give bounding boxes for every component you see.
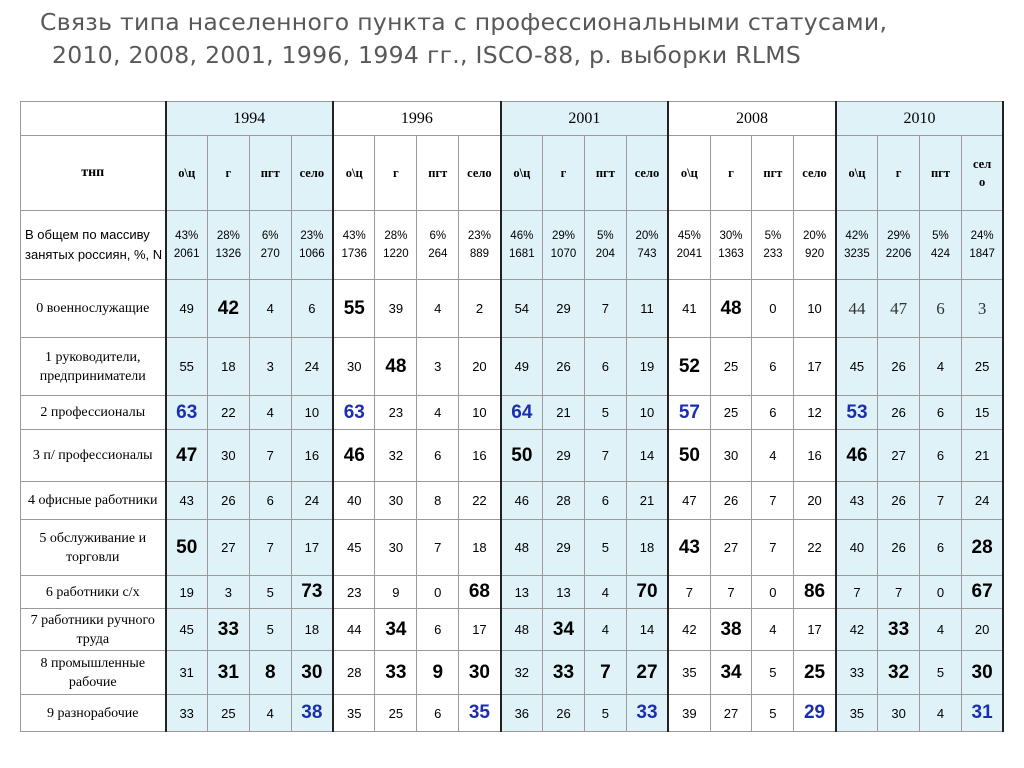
totals-cell: 6% 264 — [417, 211, 459, 280]
table-cell: 12 — [794, 396, 836, 430]
table-cell: 55 — [166, 338, 208, 396]
table-cell: 53 — [836, 396, 878, 430]
table-cell: 29 — [543, 520, 585, 576]
header-corner — [21, 102, 166, 136]
subcol-header: о\ц — [836, 136, 878, 211]
table-cell: 70 — [626, 576, 668, 609]
totals-cell: 45% 2041 — [668, 211, 710, 280]
table-cell: 40 — [836, 520, 878, 576]
totals-cell: 6% 270 — [249, 211, 291, 280]
table-cell: 28 — [543, 482, 585, 520]
totals-cell: 28% 1220 — [375, 211, 417, 280]
subcol-header: о\ц — [166, 136, 208, 211]
table-cell: 55 — [333, 280, 375, 338]
table-cell: 4 — [752, 430, 794, 482]
totals-cell: 5% 204 — [584, 211, 626, 280]
table-cell: 4 — [584, 609, 626, 651]
table-cell: 48 — [501, 609, 543, 651]
table-cell: 21 — [961, 430, 1003, 482]
totals-cell: 20% 920 — [794, 211, 836, 280]
table-cell: 13 — [543, 576, 585, 609]
table-cell: 24 — [291, 482, 333, 520]
table-cell: 30 — [375, 520, 417, 576]
table-cell: 4 — [920, 695, 962, 732]
table-cell: 4 — [249, 695, 291, 732]
table-cell: 27 — [710, 695, 752, 732]
table-cell: 26 — [878, 520, 920, 576]
table-cell: 8 — [417, 482, 459, 520]
table-cell: 18 — [459, 520, 501, 576]
table-cell: 26 — [207, 482, 249, 520]
table-cell: 3 — [417, 338, 459, 396]
table-cell: 18 — [207, 338, 249, 396]
table-cell: 27 — [878, 430, 920, 482]
table-cell: 19 — [626, 338, 668, 396]
table-cell: 48 — [375, 338, 417, 396]
table-cell: 38 — [291, 695, 333, 732]
table-cell: 16 — [794, 430, 836, 482]
table-cell: 7 — [878, 576, 920, 609]
table-cell: 7 — [417, 520, 459, 576]
table-cell: 41 — [668, 280, 710, 338]
table-cell: 43 — [836, 482, 878, 520]
table-cell: 35 — [459, 695, 501, 732]
table-cell: 45 — [166, 609, 208, 651]
totals-cell: 23% 1066 — [291, 211, 333, 280]
table-cell: 21 — [626, 482, 668, 520]
table-cell: 18 — [291, 609, 333, 651]
table-cell: 18 — [626, 520, 668, 576]
table-cell: 20 — [794, 482, 836, 520]
table-cell: 25 — [710, 338, 752, 396]
table-cell: 4 — [417, 396, 459, 430]
table-cell: 14 — [626, 430, 668, 482]
table-cell: 6 — [752, 338, 794, 396]
table-cell: 31 — [166, 651, 208, 695]
table-cell: 31 — [207, 651, 249, 695]
table-cell: 50 — [668, 430, 710, 482]
subcol-header: пгт — [249, 136, 291, 211]
table-cell: 32 — [375, 430, 417, 482]
table-cell: 6 — [417, 609, 459, 651]
table-cell: 4 — [249, 396, 291, 430]
table-cell: 4 — [249, 280, 291, 338]
table-cell: 21 — [543, 396, 585, 430]
table-cell: 34 — [543, 609, 585, 651]
table-cell: 26 — [878, 482, 920, 520]
table-cell: 30 — [291, 651, 333, 695]
totals-cell: 24% 1847 — [961, 211, 1003, 280]
table-cell: 30 — [333, 338, 375, 396]
table-cell: 8 — [249, 651, 291, 695]
table-cell: 3 — [249, 338, 291, 396]
table-cell: 33 — [626, 695, 668, 732]
table-cell: 26 — [543, 338, 585, 396]
table-cell: 49 — [166, 280, 208, 338]
row-label: 9 разнорабочие — [21, 695, 166, 732]
table-cell: 46 — [333, 430, 375, 482]
table-cell: 25 — [710, 396, 752, 430]
table-cell: 0 — [920, 576, 962, 609]
subcol-header: о\ц — [333, 136, 375, 211]
table-cell: 6 — [752, 396, 794, 430]
table-cell: 35 — [668, 651, 710, 695]
totals-cell: 23% 889 — [459, 211, 501, 280]
table-cell: 6 — [920, 520, 962, 576]
table-cell: 16 — [291, 430, 333, 482]
subcol-header: село — [459, 136, 501, 211]
table-cell: 28 — [961, 520, 1003, 576]
table-cell: 26 — [878, 338, 920, 396]
table-cell: 3 — [207, 576, 249, 609]
row-label: 0 военнослужащие — [21, 280, 166, 338]
table-cell: 34 — [375, 609, 417, 651]
title-line-2: 2010, 2008, 2001, 1996, 1994 гг., ISCO-88, р. выборки RLMS — [52, 41, 802, 69]
table-cell: 36 — [501, 695, 543, 732]
table-cell: 46 — [836, 430, 878, 482]
table-cell: 7 — [752, 482, 794, 520]
subcol-header: г — [543, 136, 585, 211]
table-cell: 33 — [878, 609, 920, 651]
subcol-header: г — [878, 136, 920, 211]
table-cell: 30 — [878, 695, 920, 732]
table-cell: 7 — [752, 520, 794, 576]
table-cell: 50 — [501, 430, 543, 482]
table-cell: 33 — [375, 651, 417, 695]
totals-cell: 5% 424 — [920, 211, 962, 280]
slide-title — [0, 6, 1024, 72]
table-cell: 6 — [920, 280, 962, 338]
row-label: 4 офисные работники — [21, 482, 166, 520]
table-cell: 30 — [961, 651, 1003, 695]
table-cell: 32 — [501, 651, 543, 695]
table-cell: 35 — [333, 695, 375, 732]
table-cell: 86 — [794, 576, 836, 609]
table-cell: 52 — [668, 338, 710, 396]
table-cell: 48 — [710, 280, 752, 338]
table-cell: 25 — [207, 695, 249, 732]
table-cell: 4 — [752, 609, 794, 651]
table-cell: 7 — [584, 430, 626, 482]
row-label: 7 работники ручного труда — [21, 609, 166, 651]
table-cell: 64 — [501, 396, 543, 430]
table-cell: 30 — [459, 651, 501, 695]
table-cell: 49 — [501, 338, 543, 396]
row-label: 5 обслуживание и торговли — [21, 520, 166, 576]
table-cell: 57 — [668, 396, 710, 430]
table-cell: 25 — [961, 338, 1003, 396]
table-cell: 3 — [961, 280, 1003, 338]
subcol-header: пгт — [417, 136, 459, 211]
row-label-header: тнп — [21, 136, 166, 211]
table-cell: 6 — [249, 482, 291, 520]
table-cell: 7 — [249, 520, 291, 576]
table-cell: 63 — [333, 396, 375, 430]
table-cell: 6 — [417, 430, 459, 482]
table-cell: 23 — [375, 396, 417, 430]
table-cell: 25 — [794, 651, 836, 695]
table-cell: 35 — [836, 695, 878, 732]
year-header-2010: 2010 — [836, 102, 1004, 136]
table-cell: 9 — [417, 651, 459, 695]
table-cell: 28 — [333, 651, 375, 695]
year-header-2001: 2001 — [501, 102, 669, 136]
table-cell: 27 — [626, 651, 668, 695]
totals-cell: 46% 1681 — [501, 211, 543, 280]
table-cell: 30 — [710, 430, 752, 482]
table-cell: 30 — [207, 430, 249, 482]
year-header-2008: 2008 — [668, 102, 836, 136]
subcol-header: село — [794, 136, 836, 211]
table-cell: 39 — [668, 695, 710, 732]
table-cell: 15 — [961, 396, 1003, 430]
subcol-header: г — [710, 136, 752, 211]
table-cell: 47 — [878, 280, 920, 338]
row-label: 1 руководители, предприниматели — [21, 338, 166, 396]
table-cell: 48 — [501, 520, 543, 576]
subcol-header: пгт — [584, 136, 626, 211]
table-cell: 6 — [291, 280, 333, 338]
table-cell: 43 — [166, 482, 208, 520]
table-cell: 42 — [207, 280, 249, 338]
table-cell: 7 — [836, 576, 878, 609]
row-label: 8 промышленные рабочие — [21, 651, 166, 695]
table-cell: 7 — [584, 280, 626, 338]
table-cell: 14 — [626, 609, 668, 651]
year-header-1994: 1994 — [166, 102, 334, 136]
table-cell: 47 — [668, 482, 710, 520]
totals-cell: 5% 233 — [752, 211, 794, 280]
table-cell: 17 — [459, 609, 501, 651]
totals-cell: 29% 1070 — [543, 211, 585, 280]
table-cell: 5 — [752, 651, 794, 695]
table-cell: 45 — [836, 338, 878, 396]
table-cell: 17 — [794, 609, 836, 651]
totals-cell: 42% 3235 — [836, 211, 878, 280]
table-cell: 5 — [584, 695, 626, 732]
table-cell: 22 — [794, 520, 836, 576]
table-cell: 22 — [207, 396, 249, 430]
table-cell: 4 — [584, 576, 626, 609]
table-cell: 26 — [710, 482, 752, 520]
table-cell: 43 — [668, 520, 710, 576]
table-cell: 25 — [375, 695, 417, 732]
table-cell: 29 — [794, 695, 836, 732]
table-cell: 23 — [333, 576, 375, 609]
table-cell: 7 — [710, 576, 752, 609]
table-cell: 34 — [710, 651, 752, 695]
row-label: 6 работники с/х — [21, 576, 166, 609]
title-line-1: Связь типа населенного пункта с профессиональными статусами, — [40, 8, 888, 36]
table-cell: 6 — [920, 430, 962, 482]
table-cell: 40 — [333, 482, 375, 520]
table-cell: 4 — [417, 280, 459, 338]
table-cell: 7 — [249, 430, 291, 482]
totals-cell: 30% 1363 — [710, 211, 752, 280]
table-cell: 10 — [626, 396, 668, 430]
table-cell: 63 — [166, 396, 208, 430]
table-cell: 0 — [752, 576, 794, 609]
table-cell: 27 — [207, 520, 249, 576]
subcol-header: о\ц — [501, 136, 543, 211]
table-cell: 7 — [668, 576, 710, 609]
table-cell: 6 — [417, 695, 459, 732]
table-cell: 5 — [249, 609, 291, 651]
table-cell: 0 — [752, 280, 794, 338]
table-cell: 29 — [543, 430, 585, 482]
table-cell: 16 — [459, 430, 501, 482]
subcol-header: пгт — [752, 136, 794, 211]
table-cell: 32 — [878, 651, 920, 695]
table-cell: 24 — [961, 482, 1003, 520]
subcol-header: г — [207, 136, 249, 211]
table-cell: 10 — [459, 396, 501, 430]
table-cell: 4 — [920, 338, 962, 396]
table-cell: 9 — [375, 576, 417, 609]
table-cell: 5 — [584, 520, 626, 576]
table-cell: 17 — [291, 520, 333, 576]
table-cell: 2 — [459, 280, 501, 338]
table-cell: 46 — [501, 482, 543, 520]
subcol-header: сел о — [961, 136, 1003, 211]
table-cell: 13 — [501, 576, 543, 609]
table-cell: 19 — [166, 576, 208, 609]
table-cell: 4 — [920, 609, 962, 651]
totals-cell: 43% 2061 — [166, 211, 208, 280]
table-cell: 54 — [501, 280, 543, 338]
subcol-header: село — [626, 136, 668, 211]
table-cell: 68 — [459, 576, 501, 609]
table-cell: 7 — [584, 651, 626, 695]
table-cell: 0 — [417, 576, 459, 609]
table-cell: 31 — [961, 695, 1003, 732]
table-cell: 26 — [878, 396, 920, 430]
table-cell: 39 — [375, 280, 417, 338]
table-cell: 38 — [710, 609, 752, 651]
row-label: 3 п/ профессионалы — [21, 430, 166, 482]
totals-cell: 28% 1326 — [207, 211, 249, 280]
table-cell: 42 — [668, 609, 710, 651]
table-cell: 33 — [836, 651, 878, 695]
table-cell: 29 — [543, 280, 585, 338]
table-cell: 20 — [459, 338, 501, 396]
table-cell: 42 — [836, 609, 878, 651]
table-cell: 47 — [166, 430, 208, 482]
table-cell: 10 — [291, 396, 333, 430]
table-cell: 6 — [584, 338, 626, 396]
table-cell: 44 — [333, 609, 375, 651]
totals-cell: 29% 2206 — [878, 211, 920, 280]
table-cell: 33 — [207, 609, 249, 651]
subcol-header: г — [375, 136, 417, 211]
year-header-1996: 1996 — [333, 102, 501, 136]
subcol-header: пгт — [920, 136, 962, 211]
table-cell: 7 — [920, 482, 962, 520]
table-cell: 5 — [920, 651, 962, 695]
row-label: 2 профессионалы — [21, 396, 166, 430]
table-cell: 27 — [710, 520, 752, 576]
table-cell: 33 — [166, 695, 208, 732]
totals-row-label: В общем по массиву занятых россиян, %, N — [21, 211, 166, 280]
table-cell: 67 — [961, 576, 1003, 609]
table-cell: 26 — [543, 695, 585, 732]
table-cell: 44 — [836, 280, 878, 338]
table-cell: 11 — [626, 280, 668, 338]
data-table — [20, 101, 1004, 732]
subcol-header: о\ц — [668, 136, 710, 211]
table-cell: 5 — [584, 396, 626, 430]
table-cell: 5 — [249, 576, 291, 609]
totals-cell: 20% 743 — [626, 211, 668, 280]
table-cell: 24 — [291, 338, 333, 396]
table-cell: 45 — [333, 520, 375, 576]
table-cell: 17 — [794, 338, 836, 396]
table-cell: 6 — [920, 396, 962, 430]
table-cell: 20 — [961, 609, 1003, 651]
table-cell: 33 — [543, 651, 585, 695]
table-cell: 22 — [459, 482, 501, 520]
table-cell: 6 — [584, 482, 626, 520]
subcol-header: село — [291, 136, 333, 211]
table-cell: 30 — [375, 482, 417, 520]
table-cell: 10 — [794, 280, 836, 338]
table-cell: 50 — [166, 520, 208, 576]
table-cell: 5 — [752, 695, 794, 732]
table-cell: 73 — [291, 576, 333, 609]
totals-cell: 43% 1736 — [333, 211, 375, 280]
